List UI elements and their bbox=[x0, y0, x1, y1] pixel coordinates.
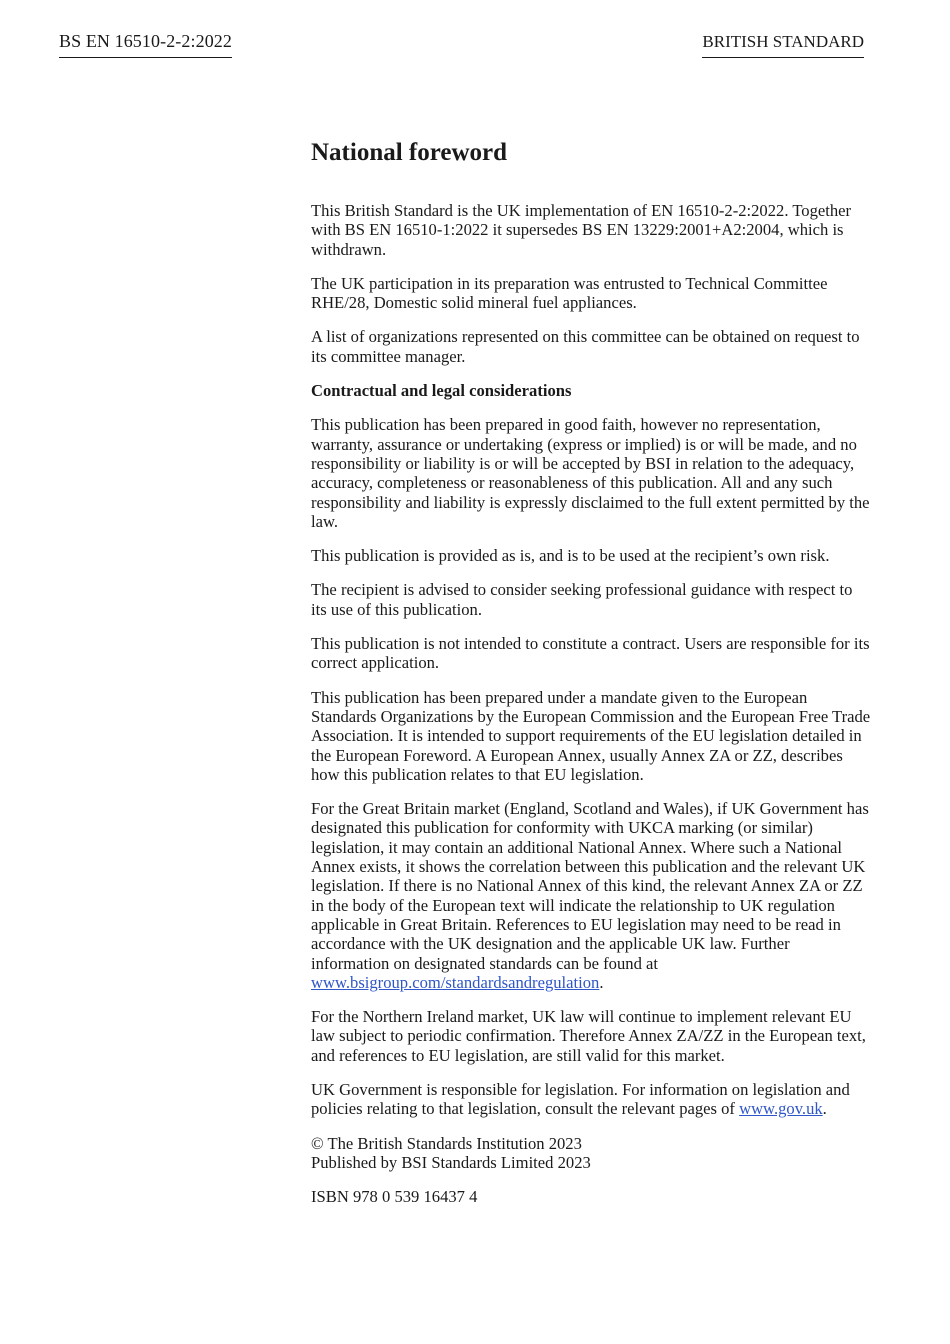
foreword-body bbox=[311, 138, 871, 1221]
paragraph-implementation: This British Standard is the UK implementation of EN 16510-2-2:2022. Together with BS EN 16510-1:2022 it supersedes BS EN 13229:2001+A2:2004, which is withdrawn. bbox=[311, 201, 852, 259]
paragraph-good-faith: This publication has been prepared in good faith, however no representation, warranty, assurance or undertaking (express or implied) is or will be made, and no responsibility or liability is or will be accepted by BSI in relation to the adequacy, accuracy, completeness or reasonableness of this publication. All and any such responsibility and liability is expressly disclaimed to the full extent permitted by the law. bbox=[311, 415, 870, 531]
paragraph-organizations: A list of organizations represented on this committee can be obtained on request to its committee manager. bbox=[311, 327, 860, 366]
paragraph-contract: This publication is not intended to constitute a contract. Users are responsible for its correct application. bbox=[311, 634, 870, 673]
paragraph-committee: The UK participation in its preparation was entrusted to Technical Committee RHE/28, Domestic solid mineral fuel appliances. bbox=[311, 273, 828, 313]
paragraph-great-britain-end: . bbox=[599, 972, 604, 992]
paragraph-uk-government-end: . bbox=[822, 1099, 827, 1119]
copyright-line: © The British Standards Institution 2023 bbox=[311, 1133, 582, 1153]
document-code: BS EN 16510-2-2:2022 bbox=[59, 31, 232, 58]
govuk-link[interactable]: www.gov.uk bbox=[739, 1099, 823, 1119]
publisher-label: BRITISH STANDARD bbox=[702, 32, 864, 58]
paragraph-uk-government bbox=[311, 1080, 871, 1119]
paragraph-mandate: This publication has been prepared under a mandate given to the European Standards Organizations by the European Commission and the European Free Trade Association. It is intended to support requirements of the EU legislation detailed in the European Foreword. A European Annex, usually Annex ZA or ZZ, describes how this publication relates to that EU legislation. bbox=[311, 687, 871, 784]
paragraph-uk-government-text: UK Government is responsible for legislation. For information on legislation and policies relating to that legislation, consult the relevant pages of bbox=[311, 1079, 850, 1119]
isbn: ISBN 978 0 539 16437 4 bbox=[311, 1187, 478, 1207]
paragraph-own-risk: This publication is provided as is, and is to be used at the recipient’s own risk. bbox=[311, 546, 830, 566]
paragraph-northern-ireland: For the Northern Ireland market, UK law will continue to implement relevant EU law subject to periodic confirmation. Therefore Annex ZA/ZZ in the European text, and references to EU legislation, are still valid for this market. bbox=[311, 1007, 866, 1065]
paragraph-guidance: The recipient is advised to consider seeking professional guidance with respect to its use of this publication. bbox=[311, 580, 853, 619]
paragraph-copyright bbox=[311, 1134, 871, 1173]
bsigroup-link[interactable]: www.bsigroup.com/standardsandregulation bbox=[311, 972, 600, 992]
paragraph-great-britain-text: For the Great Britain market (England, Scotland and Wales), if UK Government has designated this publication for conformity with UKCA marking (or similar) legislation, it may contain an additional National Annex. Where such a National Annex exists, it shows the correlation between this publication and the relevant UK legislation. If there is no National Annex of this kind, the relevant Annex ZA or ZZ in the body of the European text will indicate the relationship to UK regulation applicable in Great Britain. References to EU legislation may need to be read in accordance with the UK designation and the applicable UK law. Further information on designated standards can be found at bbox=[311, 799, 869, 973]
published-line: Published by BSI Standards Limited 2023 bbox=[311, 1152, 591, 1172]
paragraph-great-britain bbox=[311, 799, 871, 992]
page-title: National foreword bbox=[311, 139, 508, 166]
section-heading-contractual: Contractual and legal considerations bbox=[311, 381, 572, 401]
